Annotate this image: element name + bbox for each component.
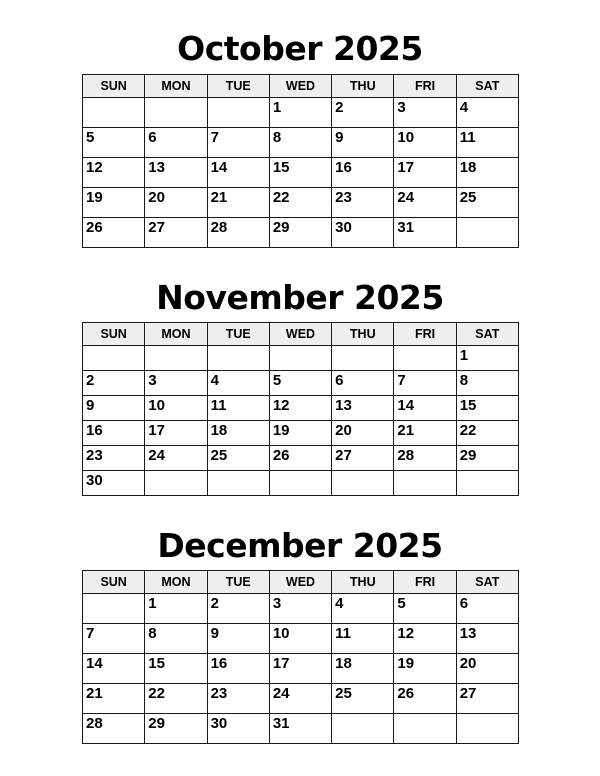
- day-cell: [207, 158, 269, 188]
- day-cell: [269, 98, 331, 128]
- day-cell: [145, 624, 207, 654]
- day-cell: [207, 714, 269, 744]
- day-number: 9: [86, 397, 95, 414]
- weekday-header: WED: [269, 323, 331, 346]
- weekday-header: FRI: [394, 571, 456, 594]
- day-number: 8: [459, 372, 469, 389]
- day-cell: [394, 396, 456, 421]
- day-number: 24: [272, 685, 290, 702]
- week-row: [83, 471, 519, 496]
- day-cell: [332, 396, 394, 421]
- day-cell: [332, 188, 394, 218]
- day-number: [83, 594, 144, 596]
- day-cell: [207, 218, 269, 248]
- day-cell: [394, 158, 456, 188]
- day-cell: [207, 98, 269, 128]
- day-number: 19: [397, 655, 415, 672]
- day-number: 24: [397, 189, 415, 206]
- day-cell: [145, 98, 207, 128]
- day-cell: [394, 471, 456, 496]
- weekday-header: MON: [145, 75, 207, 98]
- day-number: 15: [272, 159, 290, 176]
- day-number: 21: [397, 422, 415, 439]
- week-row: [83, 218, 519, 248]
- weekday-header: WED: [269, 571, 331, 594]
- day-number: 1: [148, 595, 157, 612]
- day-number: 2: [335, 99, 344, 116]
- day-number: 9: [335, 129, 344, 146]
- day-number: 28: [397, 447, 415, 464]
- day-number: 19: [272, 422, 290, 439]
- day-cell: [207, 471, 269, 496]
- day-number: [83, 98, 144, 100]
- weekday-header: WED: [269, 75, 331, 98]
- day-number: 23: [86, 447, 103, 464]
- day-cell: [456, 396, 518, 421]
- day-cell: [83, 624, 145, 654]
- weekday-header-row: [83, 75, 519, 98]
- day-number: 7: [210, 129, 219, 146]
- week-row: [83, 346, 519, 371]
- day-number: 28: [86, 715, 103, 732]
- day-cell: [332, 684, 394, 714]
- day-number: 10: [148, 397, 165, 414]
- day-number: 11: [335, 625, 351, 642]
- day-number: 13: [148, 159, 165, 176]
- day-number: 6: [148, 129, 157, 146]
- month-title: November 2025: [156, 278, 444, 317]
- day-cell: [332, 218, 394, 248]
- day-cell: [207, 396, 269, 421]
- day-number: 9: [210, 625, 219, 642]
- day-cell: [332, 371, 394, 396]
- day-cell: [83, 98, 145, 128]
- day-number: 2: [86, 372, 95, 389]
- weekday-header: MON: [145, 323, 207, 346]
- day-cell: [145, 128, 207, 158]
- weekday-header: MON: [145, 571, 207, 594]
- day-cell: [83, 371, 145, 396]
- day-number: 27: [459, 685, 477, 702]
- day-number: 1: [272, 99, 282, 116]
- day-number: 6: [459, 595, 469, 612]
- day-cell: [456, 371, 518, 396]
- weekday-header: SUN: [83, 323, 145, 346]
- day-cell: [207, 624, 269, 654]
- day-number: 25: [459, 189, 477, 206]
- month-title: December 2025: [157, 526, 443, 565]
- day-cell: [145, 654, 207, 684]
- day-number: 14: [86, 655, 103, 672]
- day-number: 14: [397, 397, 415, 414]
- calendar-grid: [82, 322, 519, 496]
- day-cell: [145, 218, 207, 248]
- weekday-header: SUN: [83, 571, 145, 594]
- day-number: 15: [148, 655, 165, 672]
- weekday-header: SAT: [456, 571, 518, 594]
- day-number: 22: [148, 685, 165, 702]
- day-cell: [207, 371, 269, 396]
- day-number: [145, 346, 206, 348]
- week-row: [83, 98, 519, 128]
- day-cell: [269, 471, 331, 496]
- day-number: [457, 714, 518, 716]
- day-cell: [145, 594, 207, 624]
- day-cell: [145, 346, 207, 371]
- day-number: 25: [335, 685, 352, 702]
- day-cell: [269, 446, 331, 471]
- day-number: [332, 346, 393, 348]
- day-number: 21: [210, 189, 228, 206]
- day-number: 27: [335, 447, 352, 464]
- day-cell: [83, 446, 145, 471]
- day-number: 18: [459, 159, 477, 176]
- day-number: [83, 346, 144, 348]
- day-number: 7: [86, 625, 95, 642]
- week-row: [83, 446, 519, 471]
- day-number: 30: [86, 472, 103, 489]
- day-cell: [269, 371, 331, 396]
- week-row: [83, 624, 519, 654]
- day-cell: [269, 594, 331, 624]
- day-cell: [394, 654, 456, 684]
- day-number: 29: [148, 715, 165, 732]
- day-cell: [394, 218, 456, 248]
- day-number: 16: [210, 655, 228, 672]
- week-row: [83, 714, 519, 744]
- week-row: [83, 128, 519, 158]
- weekday-header: SAT: [456, 323, 518, 346]
- day-number: 19: [86, 189, 103, 206]
- day-number: [457, 218, 518, 220]
- day-number: 17: [148, 422, 165, 439]
- day-cell: [145, 188, 207, 218]
- day-cell: [269, 684, 331, 714]
- day-cell: [394, 446, 456, 471]
- day-cell: [269, 421, 331, 446]
- day-number: 22: [459, 422, 477, 439]
- day-cell: [332, 594, 394, 624]
- week-row: [83, 188, 519, 218]
- day-number: [394, 714, 455, 716]
- week-row: [83, 421, 519, 446]
- day-cell: [332, 158, 394, 188]
- day-number: 21: [86, 685, 103, 702]
- day-cell: [456, 346, 518, 371]
- weekday-header: TUE: [207, 75, 269, 98]
- weekday-header: THU: [332, 571, 394, 594]
- day-cell: [394, 98, 456, 128]
- day-cell: [83, 684, 145, 714]
- weekday-header-row: [83, 323, 519, 346]
- day-cell: [394, 371, 456, 396]
- weekday-header: TUE: [207, 571, 269, 594]
- week-row: [83, 684, 519, 714]
- day-number: 3: [272, 595, 282, 612]
- day-number: 15: [459, 397, 477, 414]
- day-cell: [269, 714, 331, 744]
- day-number: 29: [272, 219, 290, 236]
- day-cell: [456, 684, 518, 714]
- day-number: [332, 714, 393, 716]
- day-cell: [83, 594, 145, 624]
- day-number: [457, 471, 518, 473]
- day-cell: [83, 218, 145, 248]
- day-cell: [145, 371, 207, 396]
- day-number: 11: [459, 129, 476, 146]
- day-cell: [83, 128, 145, 158]
- week-row: [83, 594, 519, 624]
- month-title: October 2025: [177, 29, 423, 68]
- day-number: [145, 98, 206, 100]
- day-cell: [269, 396, 331, 421]
- day-number: 30: [210, 715, 228, 732]
- day-cell: [332, 98, 394, 128]
- day-cell: [394, 188, 456, 218]
- day-number: 30: [335, 219, 352, 236]
- day-number: 16: [335, 159, 352, 176]
- day-cell: [332, 654, 394, 684]
- day-number: 31: [272, 715, 290, 732]
- day-cell: [456, 158, 518, 188]
- day-cell: [332, 128, 394, 158]
- day-cell: [394, 594, 456, 624]
- day-cell: [394, 624, 456, 654]
- day-cell: [145, 396, 207, 421]
- day-cell: [145, 714, 207, 744]
- day-number: [208, 471, 269, 473]
- day-cell: [269, 218, 331, 248]
- day-cell: [145, 684, 207, 714]
- day-cell: [456, 421, 518, 446]
- week-row: [83, 396, 519, 421]
- day-cell: [456, 218, 518, 248]
- weekday-header: THU: [332, 323, 394, 346]
- day-number: 23: [210, 685, 228, 702]
- day-cell: [269, 128, 331, 158]
- day-number: [208, 346, 269, 348]
- day-number: 18: [335, 655, 352, 672]
- day-number: 6: [335, 372, 344, 389]
- day-cell: [145, 158, 207, 188]
- day-cell: [269, 158, 331, 188]
- weekday-header: TUE: [207, 323, 269, 346]
- day-cell: [456, 654, 518, 684]
- day-cell: [332, 346, 394, 371]
- day-number: [145, 471, 206, 473]
- weekday-header: FRI: [394, 75, 456, 98]
- week-row: [83, 654, 519, 684]
- day-number: 28: [210, 219, 228, 236]
- calendar-grid: [82, 74, 519, 248]
- day-number: 22: [272, 189, 290, 206]
- day-number: 10: [397, 129, 415, 146]
- day-cell: [83, 396, 145, 421]
- day-cell: [456, 471, 518, 496]
- weekday-header: FRI: [394, 323, 456, 346]
- day-cell: [332, 714, 394, 744]
- day-number: 12: [272, 397, 290, 414]
- day-cell: [83, 471, 145, 496]
- day-cell: [456, 98, 518, 128]
- day-number: 24: [148, 447, 165, 464]
- day-number: 4: [459, 99, 469, 116]
- day-cell: [83, 158, 145, 188]
- day-cell: [83, 421, 145, 446]
- day-cell: [269, 624, 331, 654]
- day-number: [394, 346, 455, 348]
- day-cell: [207, 421, 269, 446]
- day-number: 20: [459, 655, 477, 672]
- day-number: 2: [210, 595, 219, 612]
- day-number: [332, 471, 393, 473]
- day-cell: [269, 188, 331, 218]
- day-number: 14: [210, 159, 228, 176]
- day-cell: [269, 654, 331, 684]
- day-number: 26: [86, 219, 103, 236]
- day-number: 5: [86, 129, 95, 146]
- day-cell: [145, 471, 207, 496]
- day-cell: [269, 346, 331, 371]
- day-cell: [332, 624, 394, 654]
- day-number: 31: [397, 219, 415, 236]
- week-row: [83, 158, 519, 188]
- day-number: 7: [397, 372, 406, 389]
- day-cell: [145, 421, 207, 446]
- day-cell: [83, 654, 145, 684]
- day-number: 17: [272, 655, 290, 672]
- weekday-header: THU: [332, 75, 394, 98]
- day-number: 5: [272, 372, 282, 389]
- day-cell: [394, 128, 456, 158]
- day-number: 27: [148, 219, 165, 236]
- day-number: 26: [397, 685, 415, 702]
- day-cell: [83, 714, 145, 744]
- day-cell: [456, 128, 518, 158]
- day-cell: [145, 446, 207, 471]
- day-cell: [332, 446, 394, 471]
- day-cell: [394, 714, 456, 744]
- day-number: 4: [210, 372, 219, 389]
- day-cell: [332, 421, 394, 446]
- day-number: [394, 471, 455, 473]
- day-cell: [207, 446, 269, 471]
- day-cell: [394, 684, 456, 714]
- day-number: 3: [148, 372, 157, 389]
- day-number: 3: [397, 99, 406, 116]
- day-number: 13: [335, 397, 352, 414]
- day-cell: [456, 594, 518, 624]
- day-number: 1: [459, 347, 469, 364]
- day-number: [208, 98, 269, 100]
- day-cell: [394, 421, 456, 446]
- day-cell: [207, 346, 269, 371]
- day-number: [270, 471, 331, 473]
- calendar-grid: [82, 570, 519, 744]
- day-number: 18: [210, 422, 228, 439]
- day-cell: [83, 346, 145, 371]
- day-number: 4: [335, 595, 344, 612]
- day-number: 25: [210, 447, 228, 464]
- day-cell: [207, 188, 269, 218]
- day-number: 12: [397, 625, 415, 642]
- day-number: 8: [272, 129, 282, 146]
- day-number: 16: [86, 422, 103, 439]
- day-number: [270, 346, 331, 348]
- week-row: [83, 371, 519, 396]
- day-number: 12: [86, 159, 103, 176]
- day-cell: [456, 446, 518, 471]
- day-number: 26: [272, 447, 290, 464]
- day-cell: [456, 714, 518, 744]
- day-cell: [207, 128, 269, 158]
- weekday-header: SUN: [83, 75, 145, 98]
- day-cell: [456, 624, 518, 654]
- weekday-header: SAT: [456, 75, 518, 98]
- day-cell: [207, 654, 269, 684]
- day-number: 29: [459, 447, 477, 464]
- weekday-header-row: [83, 571, 519, 594]
- day-number: 23: [335, 189, 352, 206]
- day-cell: [332, 471, 394, 496]
- day-number: 20: [148, 189, 165, 206]
- day-cell: [394, 346, 456, 371]
- day-number: 20: [335, 422, 352, 439]
- day-number: 10: [272, 625, 290, 642]
- day-number: 5: [397, 595, 406, 612]
- day-cell: [456, 188, 518, 218]
- day-cell: [207, 594, 269, 624]
- day-cell: [207, 684, 269, 714]
- day-number: 13: [459, 625, 477, 642]
- day-number: 11: [210, 397, 227, 414]
- day-cell: [83, 188, 145, 218]
- day-number: 8: [148, 625, 157, 642]
- day-number: 17: [397, 159, 415, 176]
